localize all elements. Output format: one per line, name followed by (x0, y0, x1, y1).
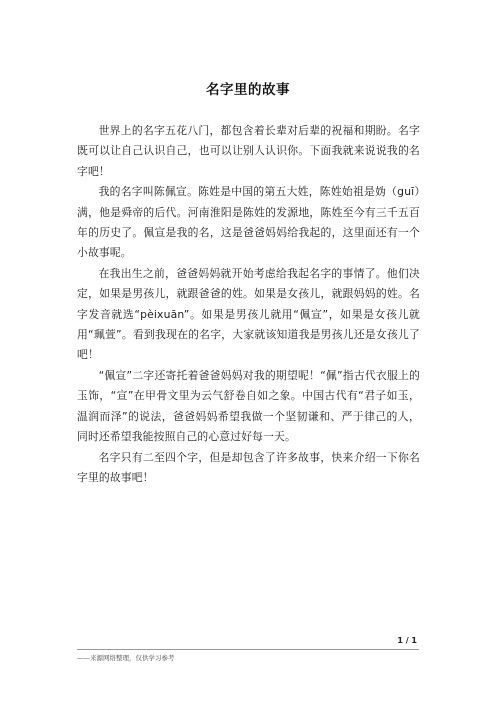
document-body (77, 121, 420, 488)
paragraph: 世界上的名字五花八门，都包含着长辈对后辈的祝福和期盼。名字既可以让自己认识自己，也可以让别人认识你。下面我就来说说我的名字吧！ (77, 124, 420, 178)
paragraph: 在我出生之前，爸爸妈妈就开始考虑给我起名字的事情了。他们决定，如果是男孩儿，就跟爸爸的姓。如果是女孩儿，就跟妈妈的姓。名字发音就选“pèixuān”。如果是男孩儿就用“佩宣”，如果是女孩儿就用“珮萱”。看到我现在的名字，大家就该知道我是男孩儿还是女孩儿了吧！ (77, 266, 420, 362)
footer-divider (77, 649, 419, 650)
paragraph: “佩宣”二字还寄托着爸爸妈妈对我的期望呢！“佩”指古代衣服上的玉饰，“宣”在甲骨文里为云气舒卷自如之象。中国古代有“君子如玉，温润而泽”的说法，爸爸妈妈希望我做一个坚韧谦和、严于律己的人，同时还希望我能按照自己的心意过好每一天。 (77, 368, 420, 444)
page-number: 1 / 1 (397, 636, 417, 645)
document-title: 名字里的故事 (206, 82, 290, 98)
footer-note: ——来源网络整理，仅供学习参考 (77, 654, 175, 662)
paragraph: 我的名字叫陈佩宣。陈姓是中国的第五大姓，陈姓始祖是妫（guī）满，他是舜帝的后代。河南淮阳是陈姓的发源地，陈姓至今有三千五百年的历史了。佩宣是我的名，这是爸爸妈妈给我起的，这里面还有一个小故事呢。 (77, 185, 420, 260)
paragraph: 名字只有二至四个字，但是却包含了许多故事，快来介绍一下你名字里的故事吧！ (77, 450, 420, 484)
